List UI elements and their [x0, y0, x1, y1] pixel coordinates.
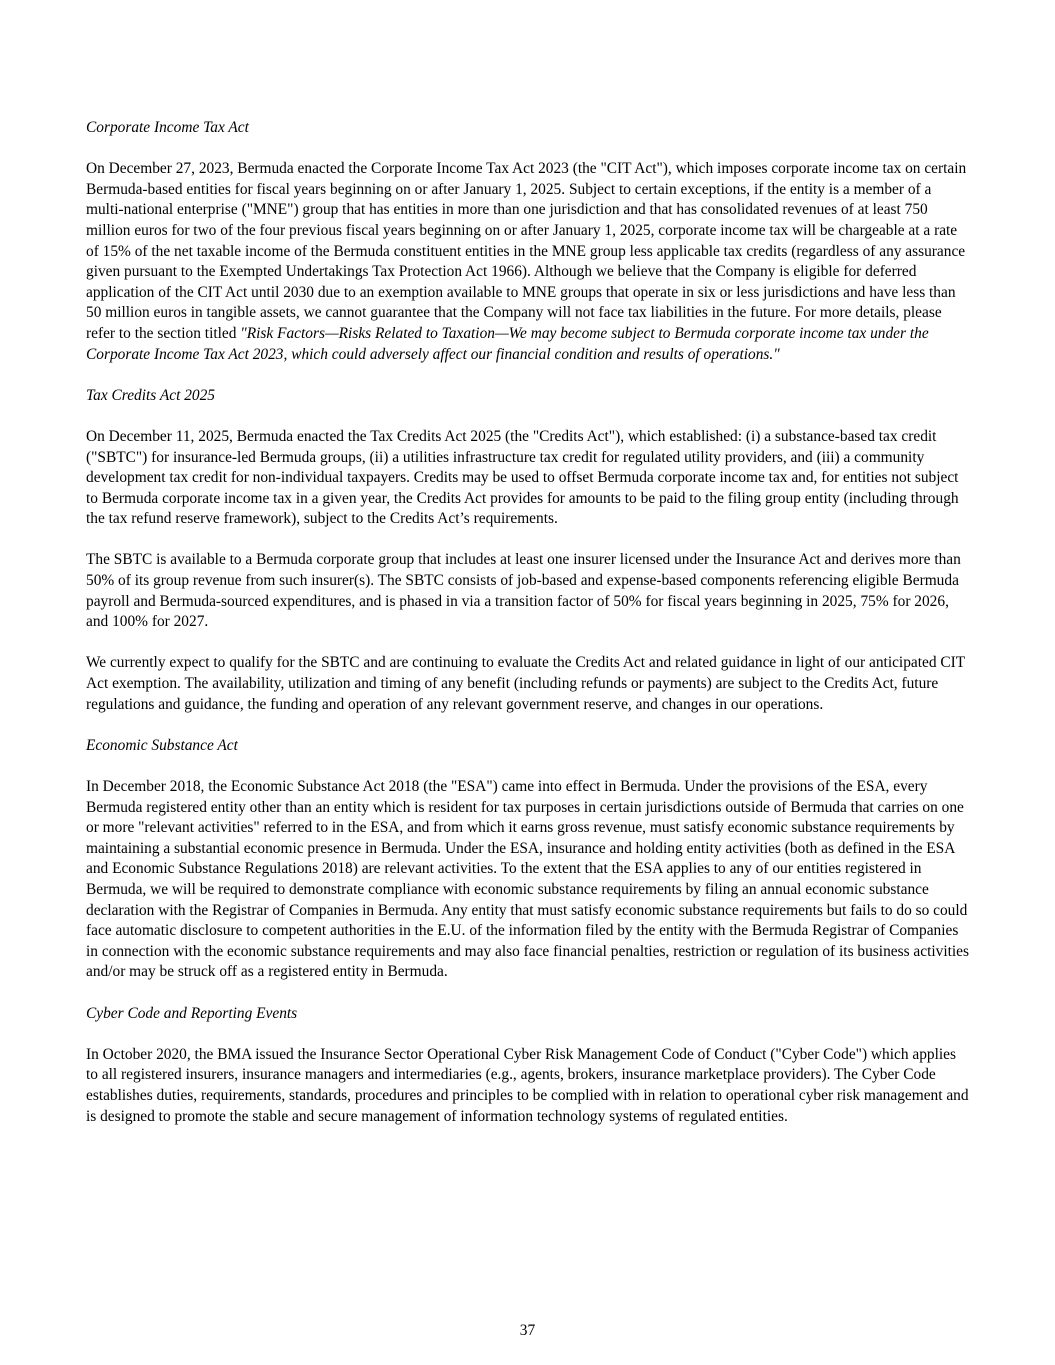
paragraph-credits-act-3: We currently expect to qualify for the SBTC and are continuing to evaluate the Credits Act and related guidance in light of our anticipated CIT Act exemption. The availability, utilization and timing of any benefit (including refunds or payments) are subject to the Credits Act, future regulations and guidance, the funding and operation of any relevant government reserve, and changes in our operations.	[86, 654, 965, 713]
paragraph-cyber-code: In October 2020, the BMA issued the Insurance Sector Operational Cyber Risk Management Code of Conduct ("Cyber Code") which applies to all registered insurers, insurance managers and intermediaries (e.g., agents, brokers, insurance marketplace providers). The Cyber Code establishes duties, requirements, standards, procedures and principles to be complied with in relation to operational cyber risk management and is designed to promote the stable and secure management of information technology systems of regulated entities.	[86, 1045, 969, 1125]
section-heading-cyber-code: Cyber Code and Reporting Events	[86, 1004, 298, 1022]
paragraph-credits-act-1: On December 11, 2025, Bermuda enacted the Tax Credits Act 2025 (the "Credits Act"), which established: (i) a substance-based tax credit ("SBTC") for insurance-led Bermuda groups, (ii) a utilities infrastructure tax credit for regulated utility providers, and (iii) a community development tax credit for non-individual taxpayers. Credits may be used to offset Bermuda corporate income tax and, for entities not subject to Bermuda corporate income tax in a given year, the Credits Act provides for amounts to be paid to the filing group entity (including through the tax refund reserve framework), subject to the Credits Act’s requirements.	[86, 427, 959, 528]
section-heading-tax-credits-act: Tax Credits Act 2025	[86, 386, 215, 404]
section-heading-economic-substance-act: Economic Substance Act	[86, 736, 238, 754]
risk-factors-reference: "Risk Factors—Risks Related to Taxation—We may become subject to Bermuda corporate income tax under the Corporate Income Tax Act 2023, which could adversely affect our financial condition and results of operations."	[86, 324, 929, 363]
paragraph-esa: In December 2018, the Economic Substance Act 2018 (the "ESA") came into effect in Bermuda. Under the provisions of the ESA, every Bermuda registered entity other than an entity which is resident for tax purposes in certain jurisdictions outside of Bermuda that carries on one or more "relevant activities" referred to in the ESA, and from which it earns gross revenue, must satisfy economic substance requirements by maintaining a substantial economic presence in Bermuda. Under the ESA, insurance and holding entity activities (both as defined in the ESA and Economic Substance Regulations 2018) are relevant activities. To the extent that the ESA applies to any of our entities registered in Bermuda, we will be required to demonstrate compliance with economic substance requirements by filing an annual economic substance declaration with the Registrar of Companies in Bermuda. Any entity that must satisfy economic substance requirements but fails to do so could face automatic disclosure to competent authorities in the E.U. of the information filed by the entity with the Bermuda Registrar of Companies in connection with the economic substance requirements and may also face financial penalties, restriction or regulation of its business activities and/or may be struck off as a registered entity in Bermuda.	[86, 778, 969, 981]
document-page	[86, 118, 970, 1148]
section-heading-corporate-income-tax-act: Corporate Income Tax Act	[86, 119, 249, 136]
paragraph-cit-act-text: On December 27, 2023, Bermuda enacted the Corporate Income Tax Act 2023 (the "CIT Act"), which imposes corporate income tax on certain Bermuda-based entities for fiscal years beginning on or after January 1, 2025. Subject to certain exceptions, if the entity is a member of a multi-national enterprise ("MNE") group that has entities in more than one jurisdiction and that has consolidated revenues of at least 750 million euros for two of the four previous fiscal years beginning on or after January 1, 2025, corporate income tax will be chargeable at a rate of 15% of the net taxable income of the Bermuda constituent entities in the MNE group less applicable tax credits (regardless of any assurance given pursuant to the Exempted Undertakings Tax Protection Act 1966). Although we believe that the Company is eligible for deferred application of the CIT Act until 2030 due to an exemption available to MNE groups that operate in six or less jurisdictions and have less than 50 million euros in tangible assets, we cannot guarantee that the Company will not face tax liabilities in the future. For more details, please refer to the section titled	[86, 160, 967, 342]
paragraph-cit-act	[86, 159, 970, 365]
paragraph-credits-act-2: The SBTC is available to a Bermuda corporate group that includes at least one insurer licensed under the Insurance Act and derives more than 50% of its group revenue from such insurer(s). The SBTC consists of job-based and expense-based components referencing eligible Bermuda payroll and Bermuda-sourced expenditures, and is phased in via a transition factor of 50% for fiscal years beginning in 2025, 75% for 2026, and 100% for 2027.	[86, 551, 961, 631]
page-number: 37	[519, 1322, 536, 1339]
